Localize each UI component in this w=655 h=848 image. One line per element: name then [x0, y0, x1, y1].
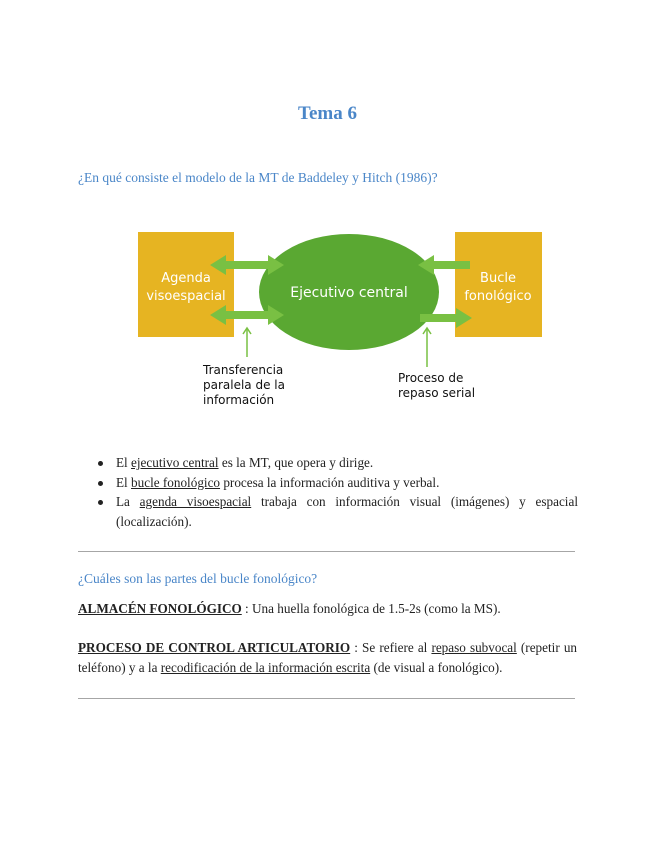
repaso-label-line1: Proceso de [398, 371, 464, 385]
bullet-icon [98, 461, 103, 466]
transfer-label-line2: paralela de la [203, 378, 285, 392]
term-underlined: ejecutivo central [131, 455, 219, 470]
term-underlined: agenda visoespacial [139, 494, 252, 509]
paragraph-almacen: ALMACÉN FONOLÓGICO : Una huella fonológica de 1.5-2s (como la MS). [78, 601, 501, 616]
bucle-label-line1: Bucle [480, 271, 516, 286]
agenda-label-line1: Agenda [161, 271, 211, 286]
list-item: La agenda visoespacial trabaja con información visual (imágenes) y espacial (localización). [96, 492, 578, 531]
question-heading-1: ¿En qué consiste el modelo de la MT de Baddeley y Hitch (1986)? [78, 170, 438, 185]
term-almacen: ALMACÉN FONOLÓGICO [78, 601, 242, 616]
list-item: El ejecutivo central es la MT, que opera y dirige. [96, 453, 578, 473]
ejecutivo-label: Ejecutivo central [290, 285, 408, 301]
bullet-icon [98, 481, 103, 486]
term-repaso: repaso subvocal [431, 640, 517, 655]
bullet-list [96, 453, 578, 531]
working-memory-diagram [130, 222, 550, 417]
transfer-label-line1: Transferencia [203, 363, 284, 377]
bullet-icon [98, 500, 103, 505]
list-item: El bucle fonológico procesa la información auditiva y verbal. [96, 473, 578, 493]
term-recodificacion: recodificación de la información escrita [160, 660, 371, 675]
agenda-label-line2: visoespacial [146, 289, 226, 304]
term-underlined: bucle fonológico [131, 474, 221, 490]
divider [78, 698, 575, 699]
page-title: Tema 6 [298, 103, 357, 124]
term-proceso: PROCESO DE CONTROL ARTICULATORIO [78, 640, 351, 655]
divider [78, 551, 575, 552]
question-heading-2: ¿Cuáles son las partes del bucle fonológico? [78, 571, 318, 586]
transfer-label-line3: información [203, 393, 275, 407]
repaso-label-line2: repaso serial [398, 386, 476, 400]
paragraph-proceso: PROCESO DE CONTROL ARTICULATORIO : Se refiere al repaso subvocal (repetir un teléfono) y a la recodificación de la información escrita (de visual a fonológico). [78, 640, 578, 675]
bucle-label-line2: fonológico [464, 289, 532, 304]
